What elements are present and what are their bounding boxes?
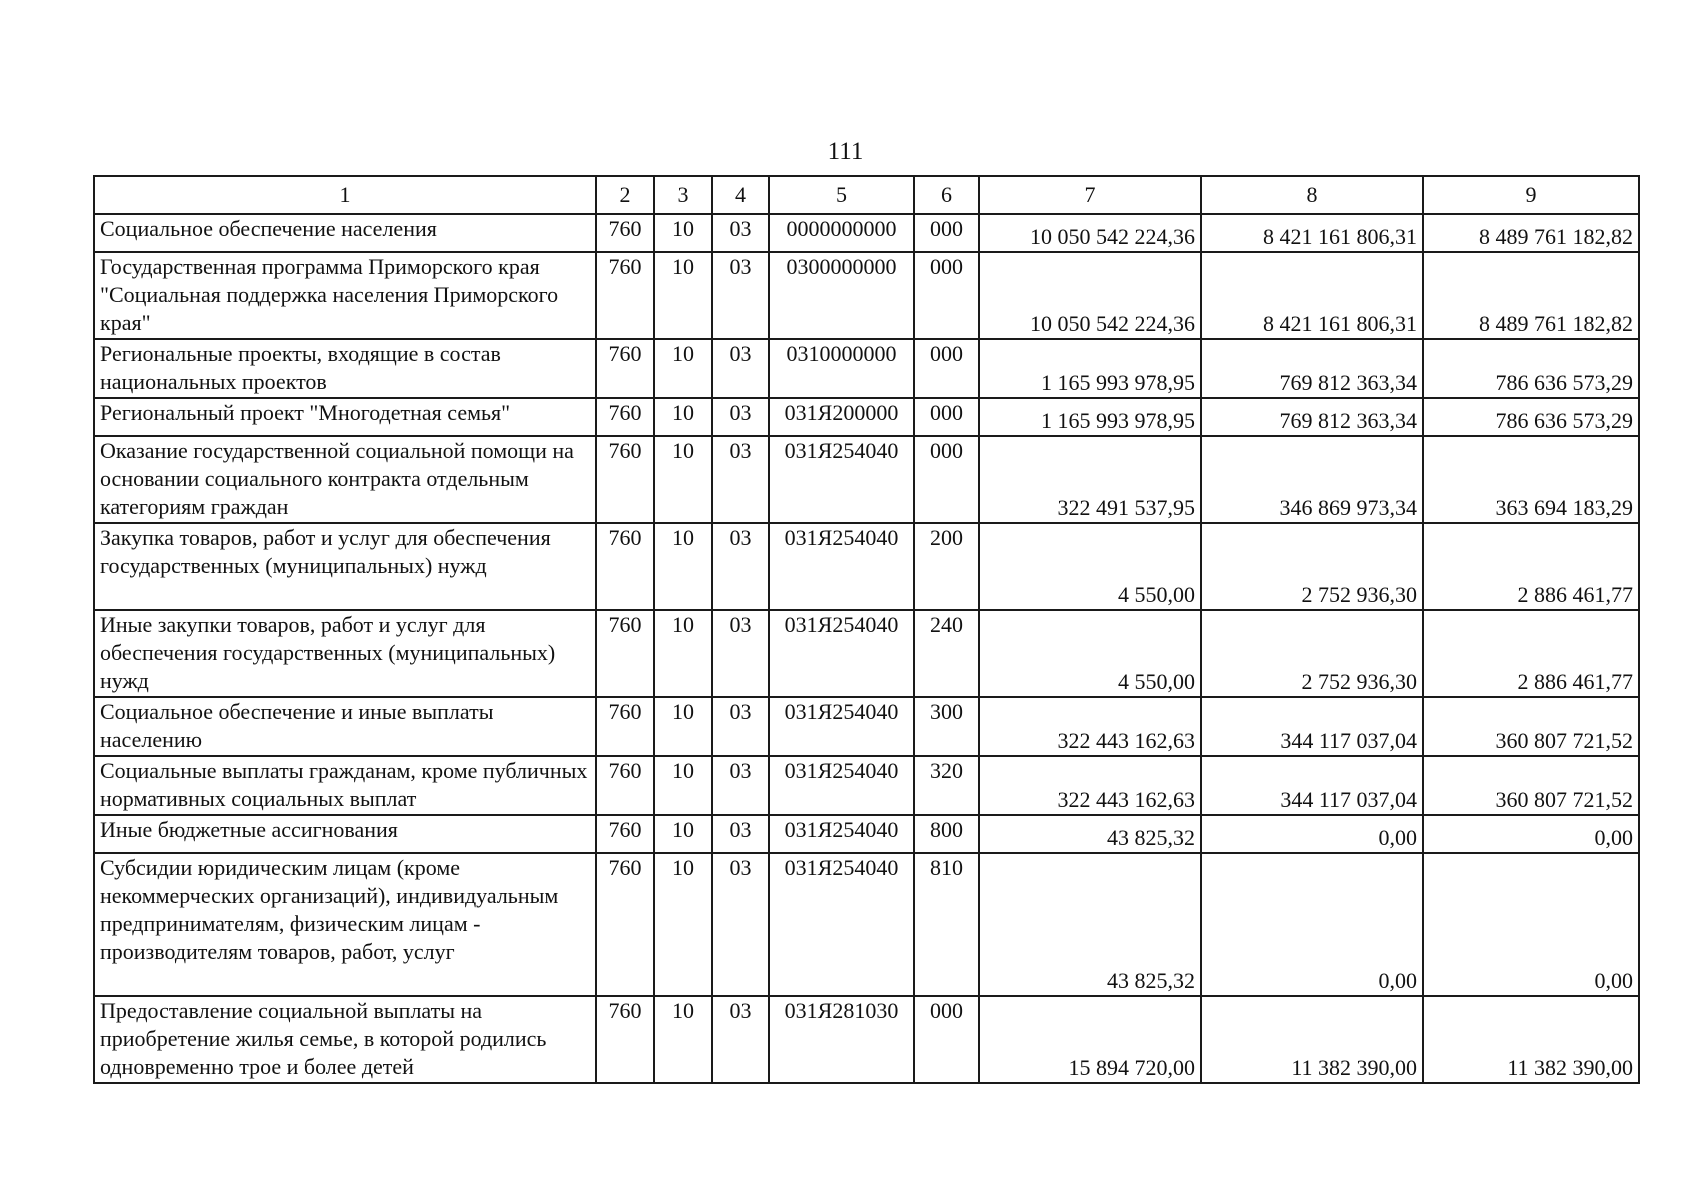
code-col-6: 320 <box>914 756 979 815</box>
code-col-2: 760 <box>596 523 654 610</box>
table-row <box>94 252 1639 339</box>
item-name: Субсидии юридическим лицам (кроме некоммерческих организаций), индивидуальным предпринимателям, физическим лицам - производителям товаров, работ, услуг <box>94 853 596 996</box>
amount-col-9: 360 807 721,52 <box>1423 756 1639 815</box>
amount-col-9: 360 807 721,52 <box>1423 697 1639 756</box>
code-col-4: 03 <box>712 610 769 697</box>
amount-col-8: 769 812 363,34 <box>1201 339 1423 398</box>
code-col-2: 760 <box>596 398 654 436</box>
item-name: Иные закупки товаров, работ и услуг для обеспечения государственных (муниципальных) нужд <box>94 610 596 697</box>
code-col-2: 760 <box>596 815 654 853</box>
code-col-6: 200 <box>914 523 979 610</box>
amount-col-9: 2 886 461,77 <box>1423 523 1639 610</box>
amount-col-7: 43 825,32 <box>979 815 1201 853</box>
table-row <box>94 339 1639 398</box>
code-col-5: 031Я254040 <box>769 697 914 756</box>
code-col-3: 10 <box>654 853 712 996</box>
item-name: Социальное обеспечение населения <box>94 214 596 252</box>
code-col-4: 03 <box>712 996 769 1083</box>
table-row <box>94 853 1639 996</box>
code-col-3: 10 <box>654 996 712 1083</box>
code-col-2: 760 <box>596 756 654 815</box>
column-header: 9 <box>1423 176 1639 214</box>
amount-col-8: 2 752 936,30 <box>1201 523 1423 610</box>
code-col-4: 03 <box>712 853 769 996</box>
code-col-2: 760 <box>596 697 654 756</box>
amount-col-9: 786 636 573,29 <box>1423 339 1639 398</box>
code-col-3: 10 <box>654 815 712 853</box>
column-header: 4 <box>712 176 769 214</box>
column-header: 5 <box>769 176 914 214</box>
item-name: Региональный проект "Многодетная семья" <box>94 398 596 436</box>
column-header: 7 <box>979 176 1201 214</box>
amount-col-8: 11 382 390,00 <box>1201 996 1423 1083</box>
amount-col-7: 4 550,00 <box>979 610 1201 697</box>
table-row <box>94 756 1639 815</box>
code-col-3: 10 <box>654 610 712 697</box>
column-header: 3 <box>654 176 712 214</box>
amount-col-9: 11 382 390,00 <box>1423 996 1639 1083</box>
column-header: 6 <box>914 176 979 214</box>
amount-col-8: 769 812 363,34 <box>1201 398 1423 436</box>
amount-col-9: 0,00 <box>1423 853 1639 996</box>
code-col-4: 03 <box>712 815 769 853</box>
code-col-3: 10 <box>654 252 712 339</box>
code-col-5: 0000000000 <box>769 214 914 252</box>
amount-col-8: 0,00 <box>1201 815 1423 853</box>
code-col-3: 10 <box>654 398 712 436</box>
amount-col-8: 344 117 037,04 <box>1201 697 1423 756</box>
amount-col-7: 322 491 537,95 <box>979 436 1201 523</box>
amount-col-9: 0,00 <box>1423 815 1639 853</box>
code-col-5: 031Я254040 <box>769 815 914 853</box>
item-name: Иные бюджетные ассигнования <box>94 815 596 853</box>
amount-col-8: 8 421 161 806,31 <box>1201 252 1423 339</box>
code-col-5: 031Я254040 <box>769 436 914 523</box>
code-col-2: 760 <box>596 252 654 339</box>
code-col-4: 03 <box>712 697 769 756</box>
column-header: 1 <box>94 176 596 214</box>
column-header: 8 <box>1201 176 1423 214</box>
amount-col-7: 43 825,32 <box>979 853 1201 996</box>
amount-col-9: 8 489 761 182,82 <box>1423 214 1639 252</box>
amount-col-9: 8 489 761 182,82 <box>1423 252 1639 339</box>
code-col-6: 000 <box>914 398 979 436</box>
table-row <box>94 610 1639 697</box>
column-number-row <box>94 176 1639 214</box>
table-row <box>94 523 1639 610</box>
table-row <box>94 214 1639 252</box>
code-col-6: 000 <box>914 214 979 252</box>
amount-col-8: 0,00 <box>1201 853 1423 996</box>
code-col-6: 000 <box>914 996 979 1083</box>
code-col-6: 240 <box>914 610 979 697</box>
amount-col-8: 346 869 973,34 <box>1201 436 1423 523</box>
code-col-5: 031Я254040 <box>769 756 914 815</box>
code-col-2: 760 <box>596 339 654 398</box>
code-col-6: 300 <box>914 697 979 756</box>
table-row <box>94 815 1639 853</box>
item-name: Социальные выплаты гражданам, кроме публичных нормативных социальных выплат <box>94 756 596 815</box>
amount-col-7: 1 165 993 978,95 <box>979 398 1201 436</box>
code-col-5: 031Я281030 <box>769 996 914 1083</box>
code-col-2: 760 <box>596 853 654 996</box>
code-col-5: 031Я254040 <box>769 523 914 610</box>
code-col-3: 10 <box>654 523 712 610</box>
code-col-4: 03 <box>712 252 769 339</box>
code-col-6: 810 <box>914 853 979 996</box>
code-col-3: 10 <box>654 436 712 523</box>
amount-col-9: 786 636 573,29 <box>1423 398 1639 436</box>
item-name: Закупка товаров, работ и услуг для обеспечения государственных (муниципальных) нужд <box>94 523 596 610</box>
column-header: 2 <box>596 176 654 214</box>
amount-col-7: 10 050 542 224,36 <box>979 252 1201 339</box>
table-row <box>94 436 1639 523</box>
item-name: Оказание государственной социальной помощи на основании социального контракта отдельным категориям граждан <box>94 436 596 523</box>
item-name: Предоставление социальной выплаты на приобретение жилья семье, в которой родились одновременно трое и более детей <box>94 996 596 1083</box>
amount-col-8: 344 117 037,04 <box>1201 756 1423 815</box>
table-row <box>94 697 1639 756</box>
code-col-4: 03 <box>712 523 769 610</box>
code-col-5: 031Я200000 <box>769 398 914 436</box>
table-row <box>94 398 1639 436</box>
item-name: Государственная программа Приморского края "Социальная поддержка населения Приморского края" <box>94 252 596 339</box>
amount-col-7: 1 165 993 978,95 <box>979 339 1201 398</box>
code-col-3: 10 <box>654 756 712 815</box>
code-col-2: 760 <box>596 996 654 1083</box>
amount-col-7: 10 050 542 224,36 <box>979 214 1201 252</box>
budget-table <box>93 175 1640 1084</box>
table-row <box>94 996 1639 1083</box>
code-col-6: 000 <box>914 436 979 523</box>
amount-col-7: 322 443 162,63 <box>979 756 1201 815</box>
code-col-4: 03 <box>712 214 769 252</box>
amount-col-7: 15 894 720,00 <box>979 996 1201 1083</box>
item-name: Региональные проекты, входящие в состав национальных проектов <box>94 339 596 398</box>
code-col-6: 000 <box>914 252 979 339</box>
amount-col-7: 322 443 162,63 <box>979 697 1201 756</box>
code-col-6: 800 <box>914 815 979 853</box>
code-col-4: 03 <box>712 398 769 436</box>
code-col-5: 031Я254040 <box>769 853 914 996</box>
amount-col-8: 8 421 161 806,31 <box>1201 214 1423 252</box>
code-col-4: 03 <box>712 339 769 398</box>
code-col-4: 03 <box>712 756 769 815</box>
code-col-3: 10 <box>654 214 712 252</box>
code-col-3: 10 <box>654 339 712 398</box>
amount-col-9: 363 694 183,29 <box>1423 436 1639 523</box>
amount-col-7: 4 550,00 <box>979 523 1201 610</box>
code-col-4: 03 <box>712 436 769 523</box>
page-number: 111 <box>827 138 864 165</box>
code-col-2: 760 <box>596 610 654 697</box>
code-col-5: 031Я254040 <box>769 610 914 697</box>
code-col-5: 0300000000 <box>769 252 914 339</box>
code-col-3: 10 <box>654 697 712 756</box>
code-col-6: 000 <box>914 339 979 398</box>
code-col-5: 0310000000 <box>769 339 914 398</box>
amount-col-9: 2 886 461,77 <box>1423 610 1639 697</box>
item-name: Социальное обеспечение и иные выплаты населению <box>94 697 596 756</box>
amount-col-8: 2 752 936,30 <box>1201 610 1423 697</box>
code-col-2: 760 <box>596 436 654 523</box>
code-col-2: 760 <box>596 214 654 252</box>
